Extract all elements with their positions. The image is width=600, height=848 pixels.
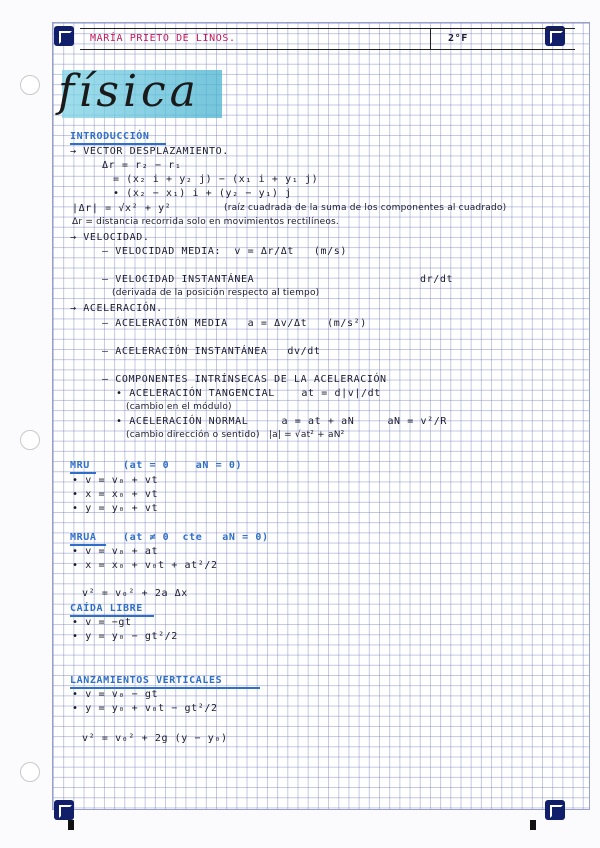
binder-hole: [20, 430, 40, 450]
note-line: MRU (at = 0 aN = 0): [70, 460, 243, 471]
note-line: • x = x₀ + v₀t + at²/2: [72, 560, 218, 571]
heading-underline: [70, 143, 166, 145]
note-line: • (x₂ − x₁) i + (y₂ − y₁) j: [113, 188, 292, 199]
note-line: • v = v₀ + vt: [72, 475, 159, 486]
note-line: • ACELERACIÓN TANGENCIAL at = d|v|/dt: [116, 388, 381, 399]
note-line: Δr = r₂ − r₁: [102, 160, 182, 171]
note-line: |Δr| = √x² + y²: [72, 203, 172, 214]
note-line: • x = x₀ + vt: [72, 489, 159, 500]
note-line: – COMPONENTES INTRÍNSECAS DE LA ACELERACIÓN: [102, 374, 387, 385]
corner-mark-icon: [545, 800, 565, 820]
note-line: Δr = distancia recorrida solo en movimientos rectilíneos.: [72, 217, 339, 227]
note-line: v² = v₀² + 2g (y − y₀): [82, 733, 228, 744]
note-line: (derivada de la posición respecto al tiempo): [112, 288, 320, 298]
note-line: • y = y₀ + vt: [72, 503, 159, 514]
page-notch: [530, 820, 536, 830]
note-line: v² = v₀² + 2a Δx: [82, 588, 188, 599]
note-line: – VELOCIDAD MEDIA: v = Δr/Δt (m/s): [102, 246, 347, 257]
note-line: LANZAMIENTOS VERTICALES: [70, 675, 223, 686]
note-line: → VELOCIDAD.: [70, 232, 150, 243]
corner-mark-icon: [54, 800, 74, 820]
page-title: física: [58, 66, 200, 117]
note-line: • v = v₀ + at: [72, 546, 159, 557]
note-line: = (x₂ i + y₂ j) − (x₁ i + y₁ j): [113, 174, 319, 185]
corner-mark-icon: [54, 26, 74, 46]
binder-hole: [20, 75, 40, 95]
note-line: MRUA (at ≠ 0 cte aN = 0): [70, 532, 269, 543]
note-line: INTRODUCCIÓN: [70, 131, 150, 142]
binder-hole: [20, 762, 40, 782]
note-line: • v = v₀ − gt: [72, 689, 159, 700]
page-notch: [68, 820, 74, 830]
note-line: → ACELERACIÓN.: [70, 303, 163, 314]
note-line: → VECTOR DESPLAZAMIENTO.: [70, 146, 229, 157]
heading-underline: [70, 472, 96, 474]
class-group: 2°F: [448, 33, 468, 44]
note-line: (cambio dirección o sentido) |a| = √at² + aN²: [126, 430, 345, 440]
note-line: CAÍDA LIBRE: [70, 603, 143, 614]
note-line: • ACELERACIÓN NORMAL a = at + aN aN = v²/R: [116, 416, 448, 427]
note-line: dr/dt: [420, 274, 454, 285]
note-line: – ACELERACIÓN MEDIA a = Δv/Δt (m/s²): [102, 318, 367, 329]
note-line: • v = −gt: [72, 617, 132, 628]
note-line: (raíz cuadrada de la suma de los componentes al cuadrado): [224, 203, 507, 213]
student-name: MARÍA PRIETO DE LINOS.: [90, 33, 236, 44]
note-line: • y = y₀ − gt²/2: [72, 631, 178, 642]
note-line: (cambio en el módulo): [126, 402, 232, 412]
note-line: – VELOCIDAD INSTANTÁNEA: [102, 274, 255, 285]
note-line: – ACELERACIÓN INSTANTÁNEA dv/dt: [102, 346, 321, 357]
note-line: • y = y₀ + v₀t − gt²/2: [72, 703, 218, 714]
